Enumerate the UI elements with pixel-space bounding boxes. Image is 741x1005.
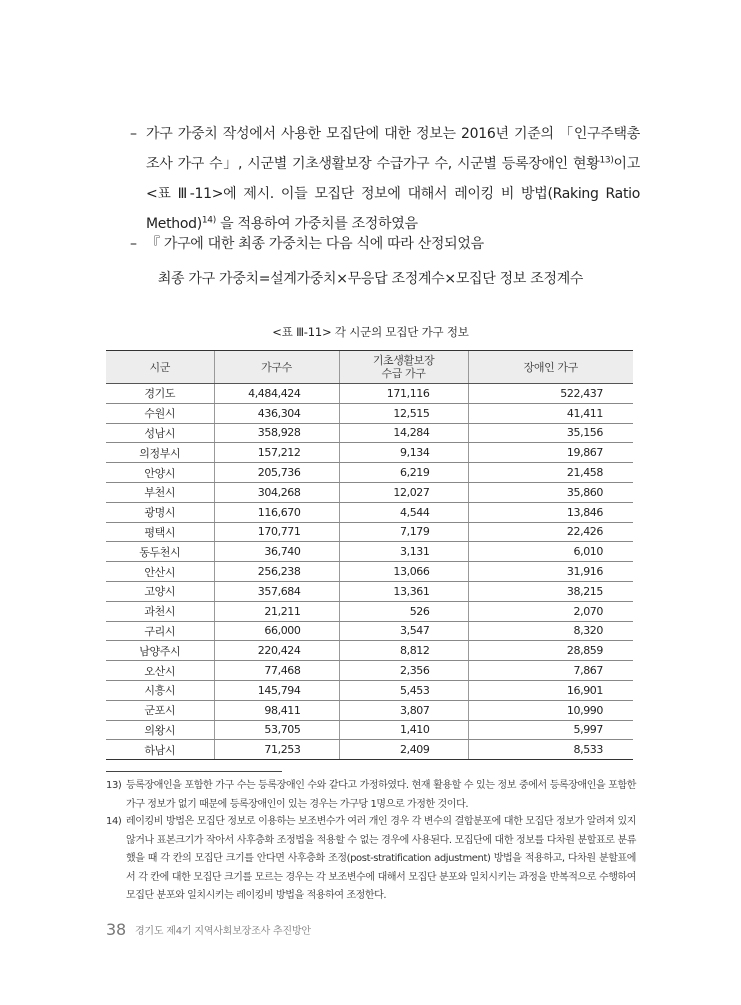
cell-disabled-households: 31,916 (468, 562, 633, 582)
cell-basic-livelihood: 6,219 (339, 463, 468, 483)
table-row (106, 502, 633, 522)
cell-region: 고양시 (106, 581, 214, 601)
cell-region: 안양시 (106, 463, 214, 483)
bullet-text-part1: 가구 가중치 작성에서 사용한 모집단에 대한 정보는 2016년 기준의 「인구주택총조사 가구 수」, 시군별 기초생활보장 수급가구 수, 시군별 등록장애인 현황 (146, 126, 640, 172)
cell-disabled-households: 22,426 (468, 522, 633, 542)
cell-disabled-households: 16,901 (468, 680, 633, 700)
population-table (106, 350, 633, 760)
table-row (106, 720, 633, 740)
cell-households: 53,705 (214, 720, 339, 740)
cell-basic-livelihood: 1,410 (339, 720, 468, 740)
header-disabled-households: 장애인 가구 (468, 351, 633, 384)
footnote-14 (106, 813, 636, 906)
cell-basic-livelihood: 3,131 (339, 542, 468, 562)
cell-households: 436,304 (214, 403, 339, 423)
cell-households: 66,000 (214, 621, 339, 641)
bullet-text-part2: 이고 <표 Ⅲ-11>에 제시. 이들 모집단 정보에 대해서 레이킹 비 방법(Raking Ratio Method) (146, 156, 640, 232)
footnote-ref-13[interactable]: 13) (599, 155, 614, 166)
table-row (106, 443, 633, 463)
table-row (106, 661, 633, 681)
bullet-dash: – (130, 236, 137, 252)
table-row (106, 542, 633, 562)
cell-households: 256,238 (214, 562, 339, 582)
cell-households: 145,794 (214, 680, 339, 700)
cell-disabled-households: 522,437 (468, 384, 633, 404)
cell-disabled-households: 35,860 (468, 482, 633, 502)
cell-disabled-households: 8,320 (468, 621, 633, 641)
cell-households: 157,212 (214, 443, 339, 463)
cell-basic-livelihood: 14,284 (339, 423, 468, 443)
table-row (106, 384, 633, 404)
bullet-dash: – (130, 126, 137, 142)
footer-title: 경기도 제4기 지역사회보장조사 추진방안 (134, 926, 311, 937)
table-caption: <표 Ⅲ-11> 각 시군의 모집단 가구 정보 (272, 325, 469, 339)
cell-households: 205,736 (214, 463, 339, 483)
cell-disabled-households: 41,411 (468, 403, 633, 423)
cell-region: 하남시 (106, 740, 214, 760)
header-households: 가구수 (214, 351, 339, 384)
cell-region: 경기도 (106, 384, 214, 404)
table-row (106, 700, 633, 720)
cell-region: 광명시 (106, 502, 214, 522)
cell-households: 357,684 (214, 581, 339, 601)
table-row (106, 740, 633, 760)
table-row (106, 680, 633, 700)
cell-region: 오산시 (106, 661, 214, 681)
table-row (106, 403, 633, 423)
cell-disabled-households: 21,458 (468, 463, 633, 483)
bullet-final-weight (130, 229, 640, 259)
cell-region: 의왕시 (106, 720, 214, 740)
cell-disabled-households: 10,990 (468, 700, 633, 720)
table-row (106, 641, 633, 661)
cell-households: 98,411 (214, 700, 339, 720)
cell-region: 안산시 (106, 562, 214, 582)
cell-region: 과천시 (106, 601, 214, 621)
cell-households: 71,253 (214, 740, 339, 760)
bullet-text-part3: 을 적용하여 가중치를 조정하였음 (220, 216, 418, 232)
cell-disabled-households: 13,846 (468, 502, 633, 522)
cell-households: 21,211 (214, 601, 339, 621)
cell-disabled-households: 7,867 (468, 661, 633, 681)
table-header-row (106, 351, 633, 384)
bullet-weight-info (130, 119, 640, 239)
table-row (106, 423, 633, 443)
cell-region: 수원시 (106, 403, 214, 423)
cell-basic-livelihood: 5,453 (339, 680, 468, 700)
header-basic-livelihood-line1: 기초생활보장 (372, 354, 435, 367)
cell-households: 304,268 (214, 482, 339, 502)
footnote-number: 14) (106, 816, 122, 827)
footnote-text: 등록장애인을 포함한 가구 수는 등록장애인 수와 같다고 가정하였다. 현재 활용할 수 있는 정보 중에서 등록장애인을 포함한 가구 정보가 없기 때문에 등록장애인이 있는 경우는 가구당 1명으로 가정한 것이다. (126, 780, 636, 810)
cell-region: 시흥시 (106, 680, 214, 700)
cell-households: 220,424 (214, 641, 339, 661)
footnote-ref-14[interactable]: 14) (201, 215, 216, 226)
cell-basic-livelihood: 2,356 (339, 661, 468, 681)
cell-basic-livelihood: 2,409 (339, 740, 468, 760)
cell-basic-livelihood: 8,812 (339, 641, 468, 661)
cell-region: 성남시 (106, 423, 214, 443)
header-basic-livelihood (339, 351, 468, 384)
cell-region: 동두천시 (106, 542, 214, 562)
table-row (106, 581, 633, 601)
footnote-number: 13) (106, 780, 122, 791)
cell-disabled-households: 8,533 (468, 740, 633, 760)
cell-basic-livelihood: 12,515 (339, 403, 468, 423)
bullet-text: 『 가구에 대한 최종 가중치는 다음 식에 따라 산정되었음 (146, 236, 484, 252)
cell-disabled-households: 28,859 (468, 641, 633, 661)
cell-basic-livelihood: 7,179 (339, 522, 468, 542)
table-row (106, 463, 633, 483)
cell-region: 구리시 (106, 621, 214, 641)
page-number: 38 (106, 920, 126, 939)
cell-region: 평택시 (106, 522, 214, 542)
footnote-text: 레이킹비 방법은 모집단 정보로 이용하는 보조변수가 여러 개인 경우 각 변수의 결합분포에 대한 모집단 정보가 알려져 있지 않거나 표본크기가 작아서 사후층화 조정법을 적용할 수 없는 경우에 사용된다. 모집단에 대한 정보를 다차원 분할표로 분류했을 때 각 칸의 모집단 크기를 안다면 사후층화 조정(post-stratification adjustment) 방법을 적용하고, 다차원 분할표에서 각 칸에 대한 모집단 크기를 모르는 경우는 각 보조변수에 대해서 모집단 분포와 일치시키는 과정을 반복적으로 수행하여 모집단 분포와 일치시키는 레이킹비 방법을 적용하여 조정한다. (126, 816, 636, 901)
header-basic-livelihood-line2: 수급 가구 (381, 367, 426, 380)
cell-households: 170,771 (214, 522, 339, 542)
cell-basic-livelihood: 526 (339, 601, 468, 621)
cell-disabled-households: 35,156 (468, 423, 633, 443)
cell-basic-livelihood: 3,807 (339, 700, 468, 720)
table-row (106, 522, 633, 542)
footnote-13 (106, 777, 636, 814)
table-row (106, 601, 633, 621)
cell-region: 남양주시 (106, 641, 214, 661)
cell-households: 77,468 (214, 661, 339, 681)
cell-households: 116,670 (214, 502, 339, 522)
footnote-divider (106, 771, 282, 772)
cell-basic-livelihood: 13,066 (339, 562, 468, 582)
cell-basic-livelihood: 12,027 (339, 482, 468, 502)
table-row (106, 562, 633, 582)
cell-basic-livelihood: 9,134 (339, 443, 468, 463)
cell-basic-livelihood: 4,544 (339, 502, 468, 522)
table-body (106, 384, 633, 760)
table-row (106, 482, 633, 502)
cell-basic-livelihood: 171,116 (339, 384, 468, 404)
cell-region: 부천시 (106, 482, 214, 502)
cell-basic-livelihood: 13,361 (339, 581, 468, 601)
page-footer (106, 920, 311, 939)
header-region: 시군 (106, 351, 214, 384)
cell-disabled-households: 6,010 (468, 542, 633, 562)
cell-disabled-households: 38,215 (468, 581, 633, 601)
weight-formula: 최종 가구 가중치=설계가중치×무응답 조정계수×모집단 정보 조정계수 (157, 271, 584, 287)
cell-households: 4,484,424 (214, 384, 339, 404)
cell-households: 358,928 (214, 423, 339, 443)
table-row (106, 621, 633, 641)
bullet-text (130, 119, 640, 239)
cell-households: 36,740 (214, 542, 339, 562)
cell-region: 군포시 (106, 700, 214, 720)
cell-disabled-households: 5,997 (468, 720, 633, 740)
cell-disabled-households: 2,070 (468, 601, 633, 621)
cell-disabled-households: 19,867 (468, 443, 633, 463)
cell-region: 의정부시 (106, 443, 214, 463)
cell-basic-livelihood: 3,547 (339, 621, 468, 641)
